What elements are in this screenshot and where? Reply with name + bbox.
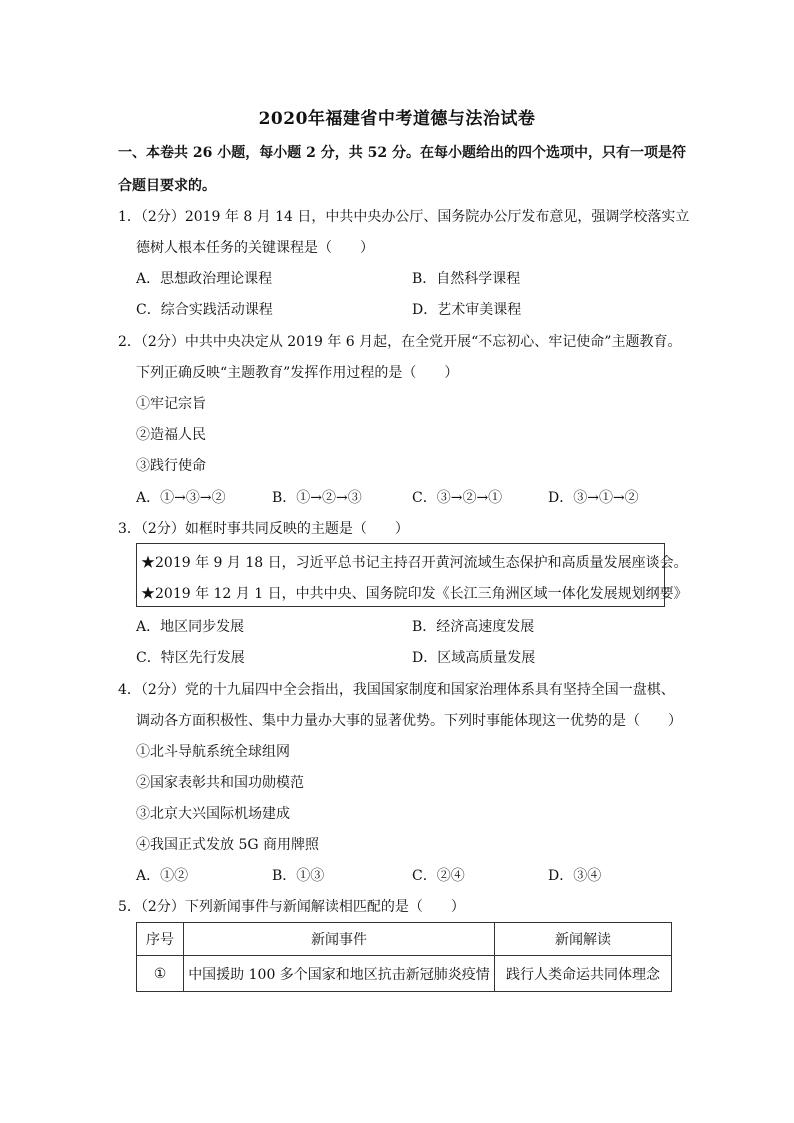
news-box <box>136 543 688 607</box>
question-1-line1: 1．（2分）2019 年 8 月 14 日，中共中央办公厅、国务院办公厅发布意见，强调学校落实立 <box>118 209 690 225</box>
table-row <box>137 956 672 992</box>
news-box-item-1: ★2019 年 9 月 18 日，习近平总书记主持召开黄河流域生态保护和高质量发展座谈会。 <box>141 555 688 571</box>
question-2-item-1: ①牢记宗旨 <box>136 396 206 412</box>
question-1-option-d[interactable]: D．艺术审美课程 <box>412 302 522 318</box>
question-4-item-2: ②国家表彰共和国功勋模范 <box>136 775 304 791</box>
news-table <box>136 922 672 992</box>
question-2-option-d[interactable]: D．③→①→② <box>548 490 639 506</box>
question-4-line1: 4．（2分）党的十九届四中全会指出，我国国家制度和国家治理体系具有坚持全国一盘棋、 <box>118 682 675 698</box>
table-header-event: 新闻事件 <box>184 923 495 956</box>
question-3-option-a[interactable]: A．地区同步发展 <box>136 619 245 635</box>
table-cell-index: ① <box>137 956 184 992</box>
question-3-option-b[interactable]: B．经济高速度发展 <box>412 619 535 635</box>
question-3-line1: 3．（2分）如框时事共同反映的主题是（ ） <box>118 521 409 537</box>
question-4-option-c[interactable]: C．②④ <box>412 868 465 884</box>
question-5-line1: 5．（2分）下列新闻事件与新闻解读相匹配的是（ ） <box>118 899 465 915</box>
question-2-option-b[interactable]: B．①→②→③ <box>272 490 362 506</box>
question-2-item-2: ②造福人民 <box>136 427 206 443</box>
question-4-option-d[interactable]: D．③④ <box>548 868 602 884</box>
question-1-option-b[interactable]: B．自然科学课程 <box>412 271 521 287</box>
question-2-line1: 2．（2分）中共中央决定从 2019 年 6 月起，在全党开展“不忘初心、牢记使命”主题教育。 <box>118 334 682 350</box>
question-4-item-1: ①北斗导航系统全球组网 <box>136 744 290 760</box>
question-4-item-3: ③北京大兴国际机场建成 <box>136 806 290 822</box>
question-4-line2: 调动各方面积极性、集中力量办大事的显著优势。下列时事能体现这一优势的是（ ） <box>136 713 682 729</box>
section-instruction-line1: 一、本卷共 26 小题，每小题 2 分，共 52 分。在每小题给出的四个选项中，只有一项是符 <box>118 145 686 161</box>
table-cell-interpretation: 践行人类命运共同体理念 <box>495 956 672 992</box>
question-3-option-d[interactable]: D．区域高质量发展 <box>412 650 536 666</box>
question-2-option-c[interactable]: C．③→②→① <box>412 490 503 506</box>
question-2-line2: 下列正确反映“主题教育”发挥作用过程的是（ ） <box>136 365 459 381</box>
section-instruction-line2: 合题目要求的。 <box>118 178 216 194</box>
question-1-option-a[interactable]: A．思想政治理论课程 <box>136 271 273 287</box>
question-4-option-b[interactable]: B．①③ <box>272 868 325 884</box>
question-4-item-4: ④我国正式发放 5G 商用牌照 <box>136 837 319 853</box>
table-header-row <box>137 923 672 956</box>
question-1-line2: 德树人根本任务的关键课程是（ ） <box>136 240 374 256</box>
question-3-option-c[interactable]: C．特区先行发展 <box>136 650 245 666</box>
question-2-item-3: ③践行使命 <box>136 458 206 474</box>
table-header-index: 序号 <box>137 923 184 956</box>
question-4-option-a[interactable]: A．①② <box>136 868 189 884</box>
news-box-item-2: ★2019 年 12 月 1 日，中共中央、国务院印发《长江三角洲区域一体化发展规划纲要》 <box>141 586 688 602</box>
page-title: 2020年福建省中考道德与法治试卷 <box>258 109 536 129</box>
question-1-option-c[interactable]: C．综合实践活动课程 <box>136 302 273 318</box>
question-2-option-a[interactable]: A．①→③→② <box>136 490 226 506</box>
table-header-interpretation: 新闻解读 <box>495 923 672 956</box>
table-cell-event: 中国援助 100 多个国家和地区抗击新冠肺炎疫情 <box>184 956 495 992</box>
